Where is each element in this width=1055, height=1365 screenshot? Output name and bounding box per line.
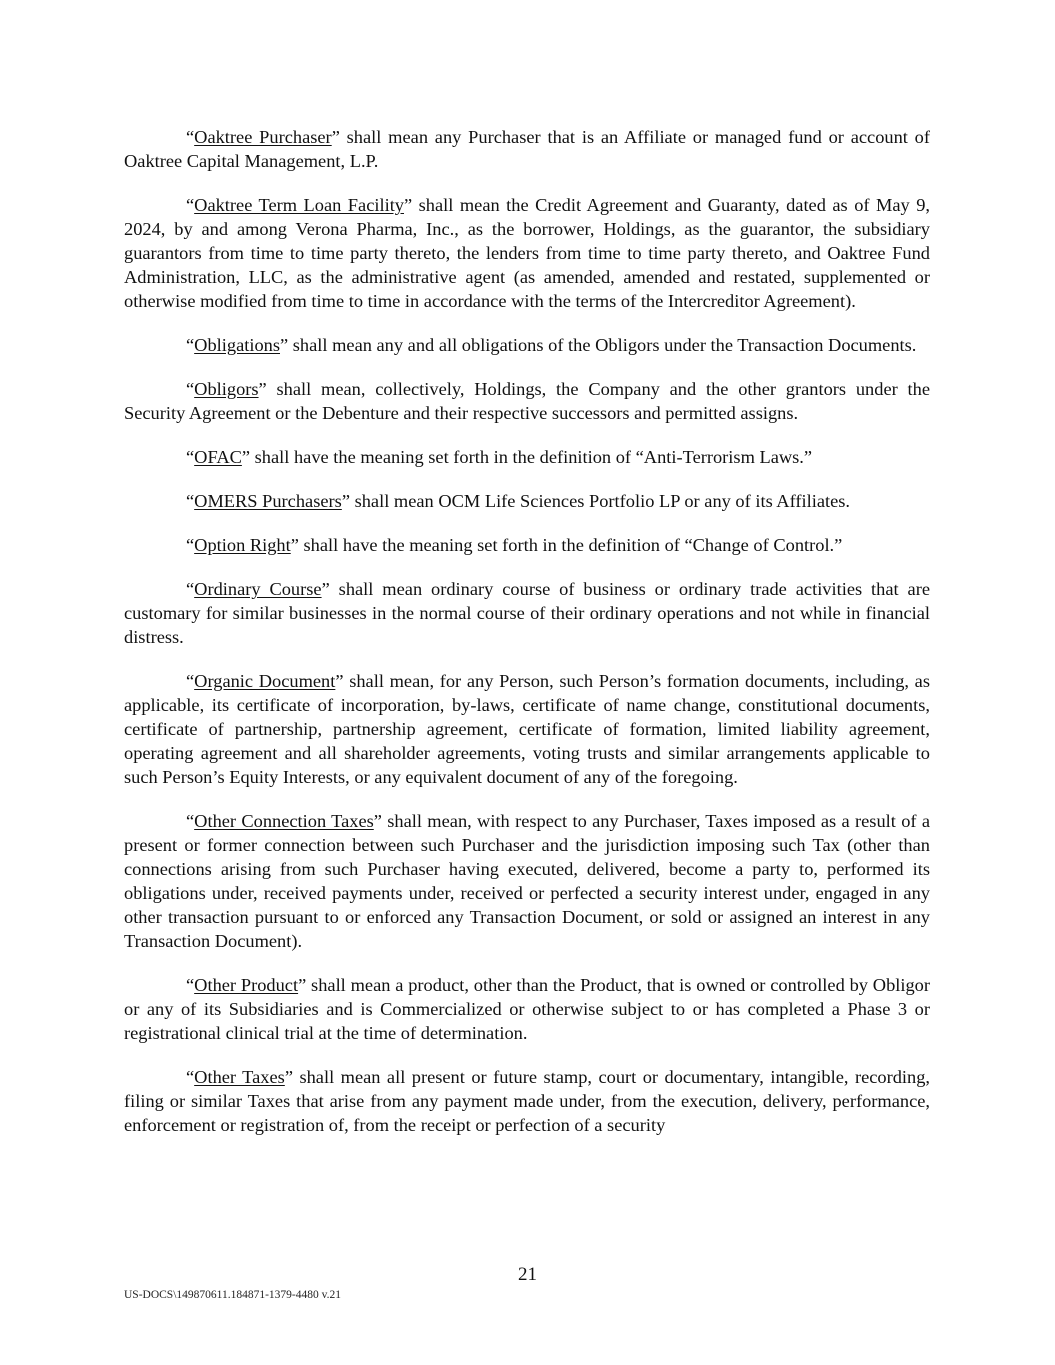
defined-term: Organic Document	[194, 671, 336, 691]
definition-paragraph: “Ordinary Course” shall mean ordinary course of business or ordinary trade activities that are customary for similar businesses in the normal course of their ordinary operations and not while in financial distress.	[124, 579, 930, 647]
definition-text: shall mean, with respect to any Purchaser, Taxes imposed as a result of a present or former connection between such Purchaser and the jurisdiction imposing such Tax (other than connections arising from such Purchaser having executed, delivered, become a party to, performed its obligations under, received payments under, received or perfected a security interest under, engaged in any other transaction pursuant to or enforced any Transaction Document, or sold or assigned an interest in any Transaction Document).	[124, 811, 930, 951]
definition-text: shall mean OCM Life Sciences Portfolio LP or any of its Affiliates.	[349, 491, 851, 511]
definition-text: shall mean, for any Person, such Person’s formation documents, including, as applicable, its certificate of incorporation, by-laws, certificate of name change, constitutional documents, certificate of partnership, partnership agreement, certificate of formation, limited liability agreement, operating agreement and all shareholder agreements, voting trusts and similar arrangements applicable to such Person’s Equity Interests, or any equivalent document of any of the foregoing.	[124, 671, 930, 787]
defined-term: Oaktree Purchaser	[194, 127, 332, 147]
defined-term: Other Product	[194, 975, 299, 995]
defined-term: Other Taxes	[194, 1067, 285, 1087]
defined-term: OFAC	[194, 447, 242, 467]
definition-paragraph: “Oaktree Purchaser” shall mean any Purchaser that is an Affiliate or managed fund or account of Oaktree Capital Management, L.P.	[124, 127, 930, 171]
definition-text: shall have the meaning set forth in the definition of “Change of Control.”	[298, 535, 843, 555]
definition-paragraph: “Other Product” shall mean a product, other than the Product, that is owned or controlled by Obligor or any of its Subsidiaries and is Commercialized or otherwise subject to or has completed a Phase 3 or registrational clinical trial at the time of determination.	[124, 975, 930, 1043]
definition-paragraph: “Obligors” shall mean, collectively, Holdings, the Company and the other grantors under the Security Agreement or the Debenture and their respective successors and permitted assigns.	[124, 379, 930, 423]
defined-term: Obligations	[194, 335, 280, 355]
definition-paragraph: “Obligations” shall mean any and all obligations of the Obligors under the Transaction Documents.	[186, 335, 917, 355]
definition-paragraph: “Organic Document” shall mean, for any Person, such Person’s formation documents, including, as applicable, its certificate of incorporation, by-laws, certificate of name change, constitutional documents, certificate of partnership, partnership agreement, certificate of formation, limited liability agreement, operating agreement and all shareholder agreements, voting trusts and similar arrangements applicable to such Person’s Equity Interests, or any equivalent document of any of the foregoing.	[124, 671, 930, 787]
document-id: US-DOCS\149870611.184871-1379-4480 v.21	[124, 1289, 342, 1301]
definition-paragraph: “Other Taxes” shall mean all present or future stamp, court or documentary, intangible, recording, filing or similar Taxes that arise from any payment made under, from the execution, delivery, performance, enforcement or registration of, from the receipt or perfection of a security	[124, 1067, 931, 1135]
definition-paragraph: “Option Right” shall have the meaning set forth in the definition of “Change of Control.”	[186, 535, 843, 555]
definition-text: shall mean ordinary course of business or ordinary trade activities that are customary for similar businesses in the normal course of their ordinary operations and not while in financial distress.	[124, 579, 930, 647]
defined-term: Ordinary Course	[194, 579, 322, 599]
definition-text: shall mean, collectively, Holdings, the Company and the other grantors under the Security Agreement or the Debenture and their respective successors and permitted assigns.	[124, 379, 930, 423]
definition-paragraph: “OMERS Purchasers” shall mean OCM Life Sciences Portfolio LP or any of its Affiliates.	[186, 491, 851, 511]
definition-text: shall have the meaning set forth in the definition of “Anti-Terrorism Laws.”	[250, 447, 813, 467]
page-number: 21	[518, 1264, 537, 1285]
defined-term: Other Connection Taxes	[194, 811, 374, 831]
definition-text: shall mean all present or future stamp, court or documentary, intangible, recording, filing or similar Taxes that arise from any payment made under, from the execution, delivery, performance, enforcement or registration of, from the receipt or perfection of a security	[124, 1067, 931, 1135]
defined-term: Oaktree Term Loan Facility	[194, 195, 404, 215]
definitions-list	[124, 125, 930, 1157]
defined-term: Obligors	[194, 379, 259, 399]
definition-text: shall mean a product, other than the Product, that is owned or controlled by Obligor or any of its Subsidiaries and is Commercialized or otherwise subject to or has completed a Phase 3 or registrational clinical trial at the time of determination.	[124, 975, 930, 1043]
definition-paragraph: “Other Connection Taxes” shall mean, with respect to any Purchaser, Taxes imposed as a result of a present or former connection between such Purchaser and the jurisdiction imposing such Tax (other than connections arising from such Purchaser having executed, delivered, become a party to, performed its obligations under, received payments under, received or perfected a security interest under, engaged in any other transaction pursuant to or enforced any Transaction Document, or sold or assigned an interest in any Transaction Document).	[124, 811, 930, 951]
definition-text: shall mean any and all obligations of the Obligors under the Transaction Documents.	[288, 335, 917, 355]
defined-term: Option Right	[194, 535, 291, 555]
definition-text: shall mean any Purchaser that is an Affiliate or managed fund or account of Oaktree Capital Management, L.P.	[124, 127, 930, 171]
definition-text: shall mean the Credit Agreement and Guaranty, dated as of May 9, 2024, by and among Verona Pharma, Inc., as the borrower, Holdings, as the guarantor, the subsidiary guarantors from time to time party thereto, the lenders from time to time party thereto, and Oaktree Fund Administration, LLC, as the administrative agent (as amended, amended and restated, supplemented or otherwise modified from time to time in accordance with the terms of the Intercreditor Agreement).	[124, 195, 930, 311]
defined-term: OMERS Purchasers	[194, 491, 342, 511]
definition-paragraph: “Oaktree Term Loan Facility” shall mean the Credit Agreement and Guaranty, dated as of May 9, 2024, by and among Verona Pharma, Inc., as the borrower, Holdings, as the guarantor, the subsidiary guarantors from time to time party thereto, the lenders from time to time party thereto, and Oaktree Fund Administration, LLC, as the administrative agent (as amended, amended and restated, supplemented or otherwise modified from time to time in accordance with the terms of the Intercreditor Agreement).	[124, 195, 930, 311]
definition-paragraph: “OFAC” shall have the meaning set forth in the definition of “Anti-Terrorism Laws.”	[186, 447, 813, 467]
